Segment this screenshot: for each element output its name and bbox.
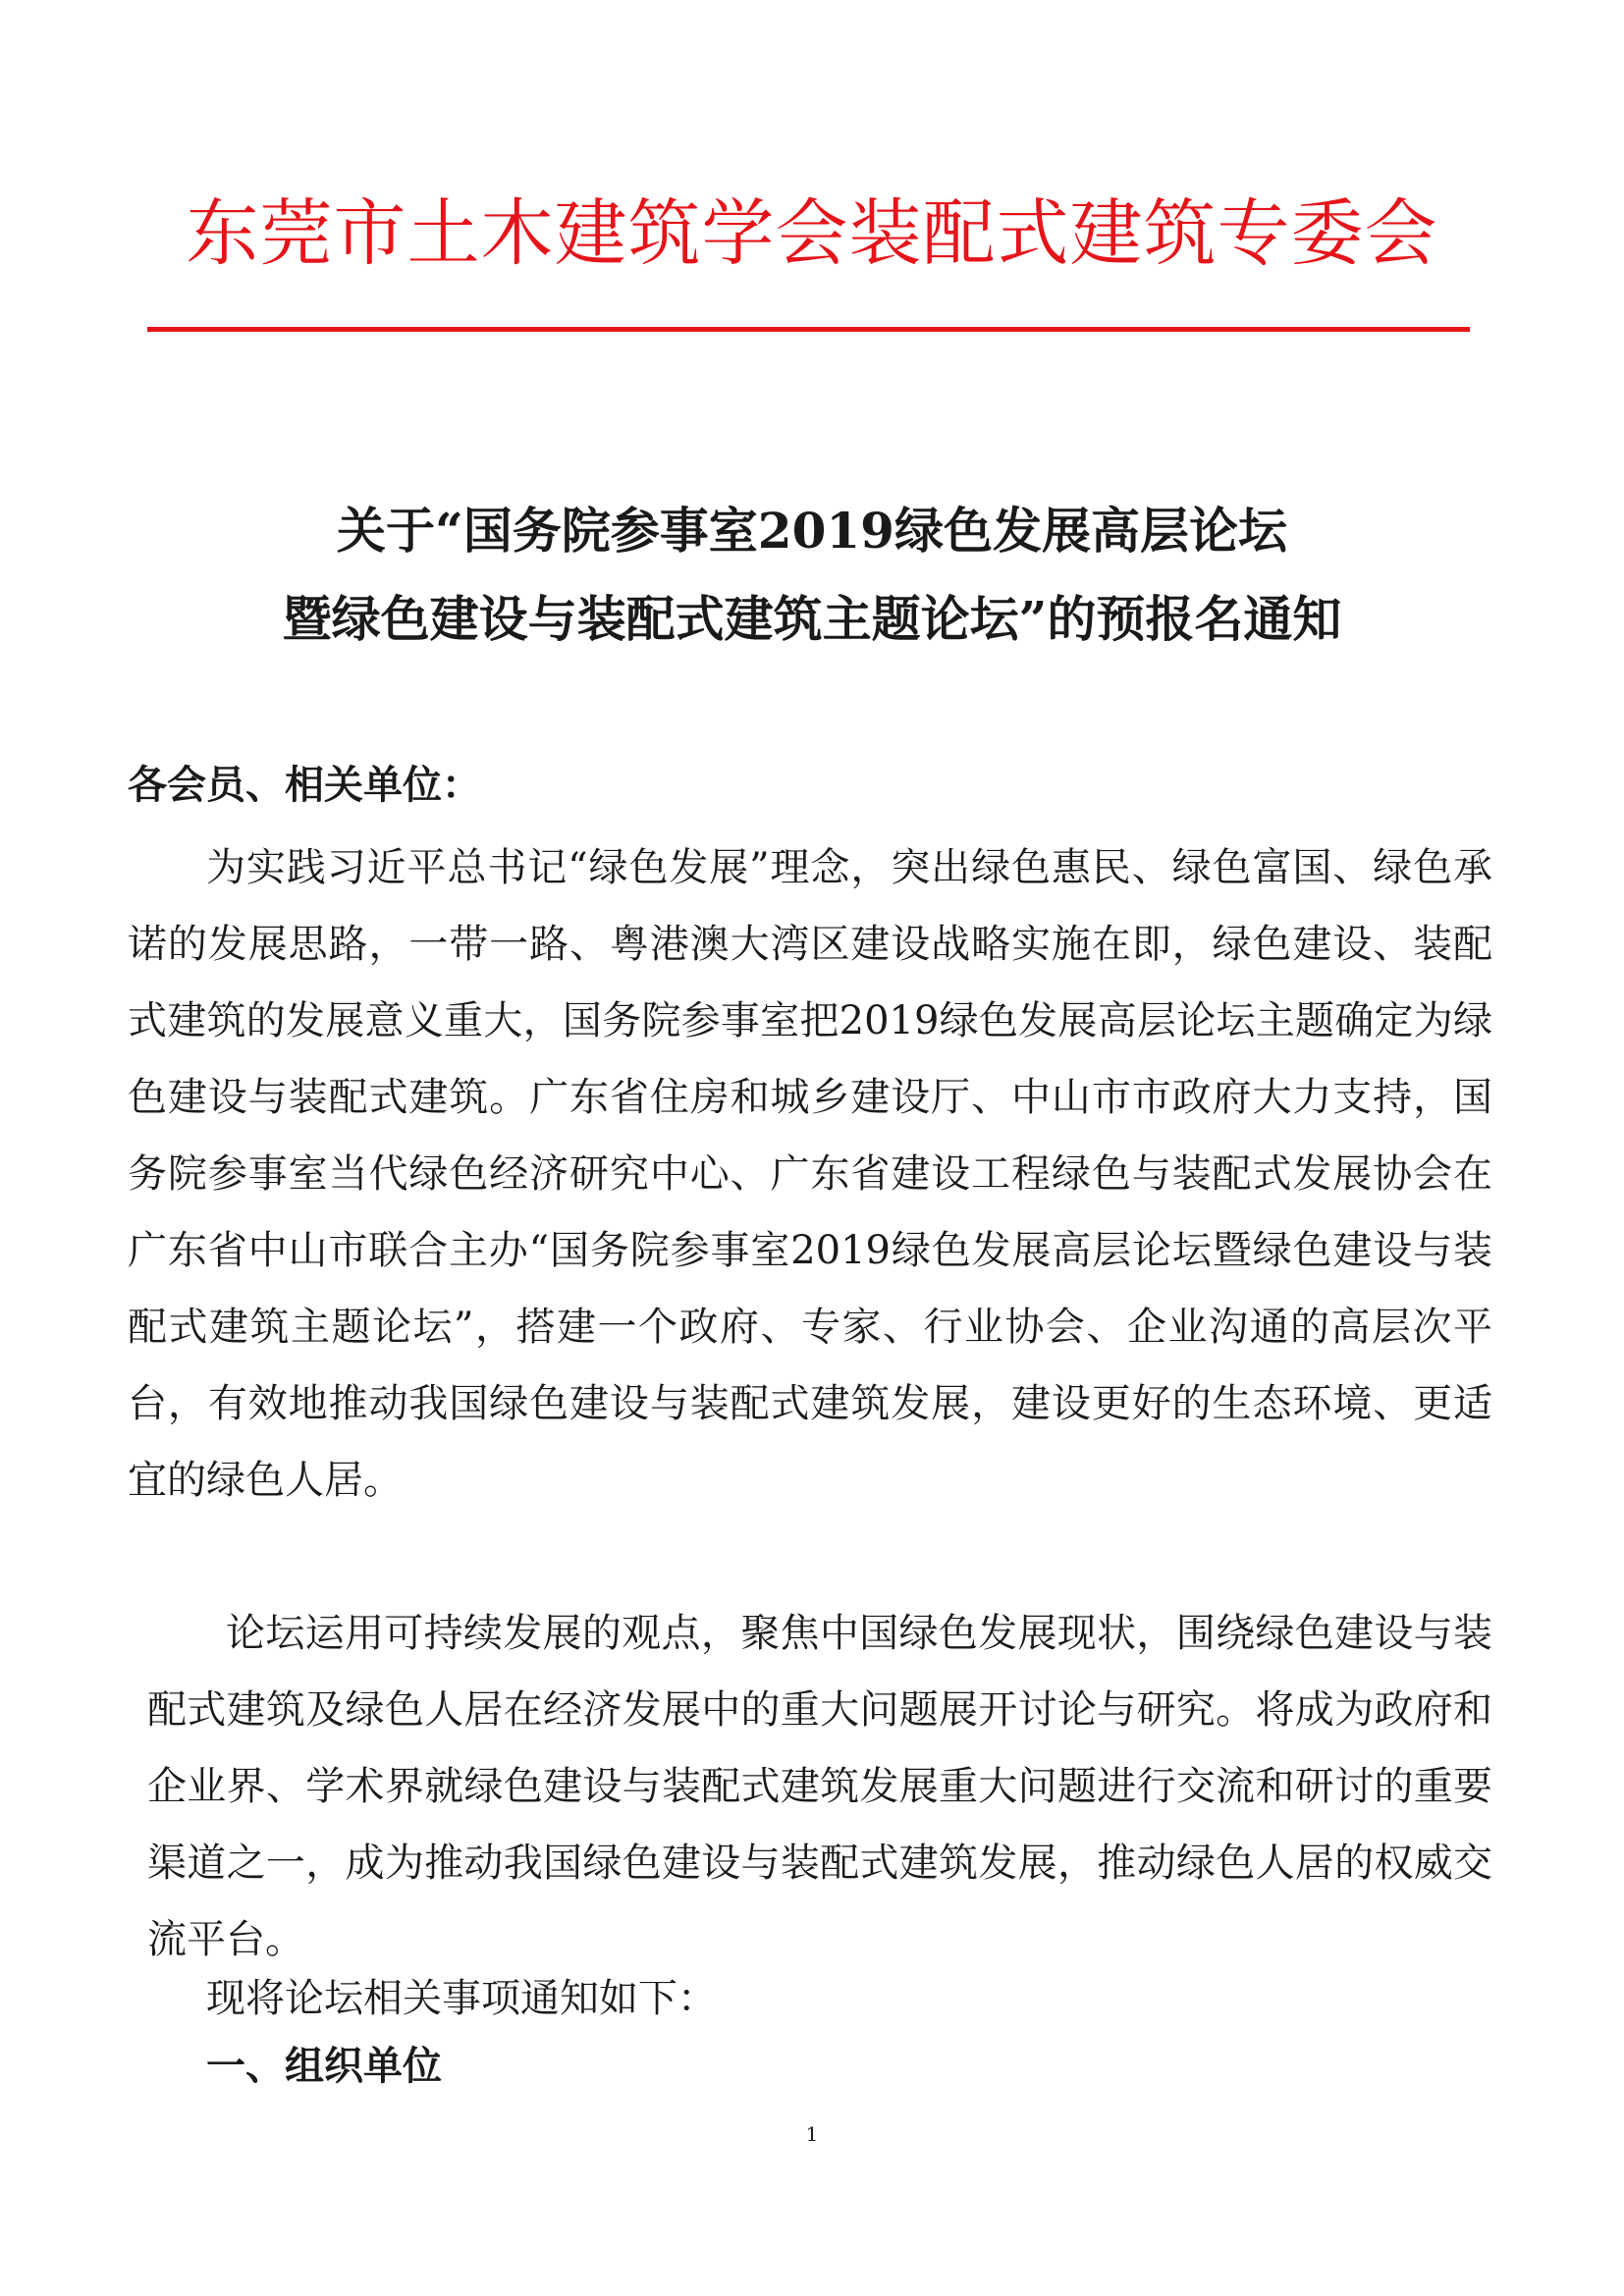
notice-title [118,487,1506,664]
body-paragraph-2: 论坛运用可持续发展的观点，聚焦中国绿色发展现状，围绕绿色建设与装配式建筑及绿色人居在经济发展中的重大问题展开讨论与研究。将成为政府和企业界、学术界就绿色建设与装配式建筑发展重大问题进行交流和研讨的重要渠道之一，成为推动我国绿色建设与装配式建筑发展，推动绿色人居的权威交流平台。 [147,1611,1492,1962]
section-heading-organizers: 一、组织单位 [206,2043,442,2089]
page-number: 1 [805,2122,819,2146]
notice-title-line-2: 暨绿色建设与装配式建筑主题论坛”的预报名通知 [282,590,1342,648]
notice-title-line-1: 关于“国务院参事室2019绿色发展高层论坛 [337,502,1287,560]
salutation: 各会员、相关单位： [128,762,481,808]
body-paragraph-3: 现将论坛相关事项通知如下： [206,1976,717,2021]
body-paragraph-1: 为实践习近平总书记“绿色发展”理念，突出绿色惠民、绿色富国、绿色承诺的发展思路，一带一路、粤港澳大湾区建设战略实施在即，绿色建设、装配式建筑的发展意义重大，国务院参事室把2019绿色发展高层论坛主题确定为绿色建设与装配式建筑。广东省住房和城乡建设厅、中山市市政府大力支持，国务院参事室当代绿色经济研究中心、广东省建设工程绿色与装配式发展协会在广东省中山市联合主办“国务院参事室2019绿色发展高层论坛暨绿色建设与装配式建筑主题论坛”，搭建一个政府、专家、行业协会、企业沟通的高层次平台，有效地推动我国绿色建设与装配式建筑发展，建设更好的生态环境、更适宜的绿色人居。 [128,845,1492,1503]
header-red-rule [147,327,1470,332]
organization-header: 东莞市土木建筑学会装配式建筑专委会 [186,191,1438,276]
